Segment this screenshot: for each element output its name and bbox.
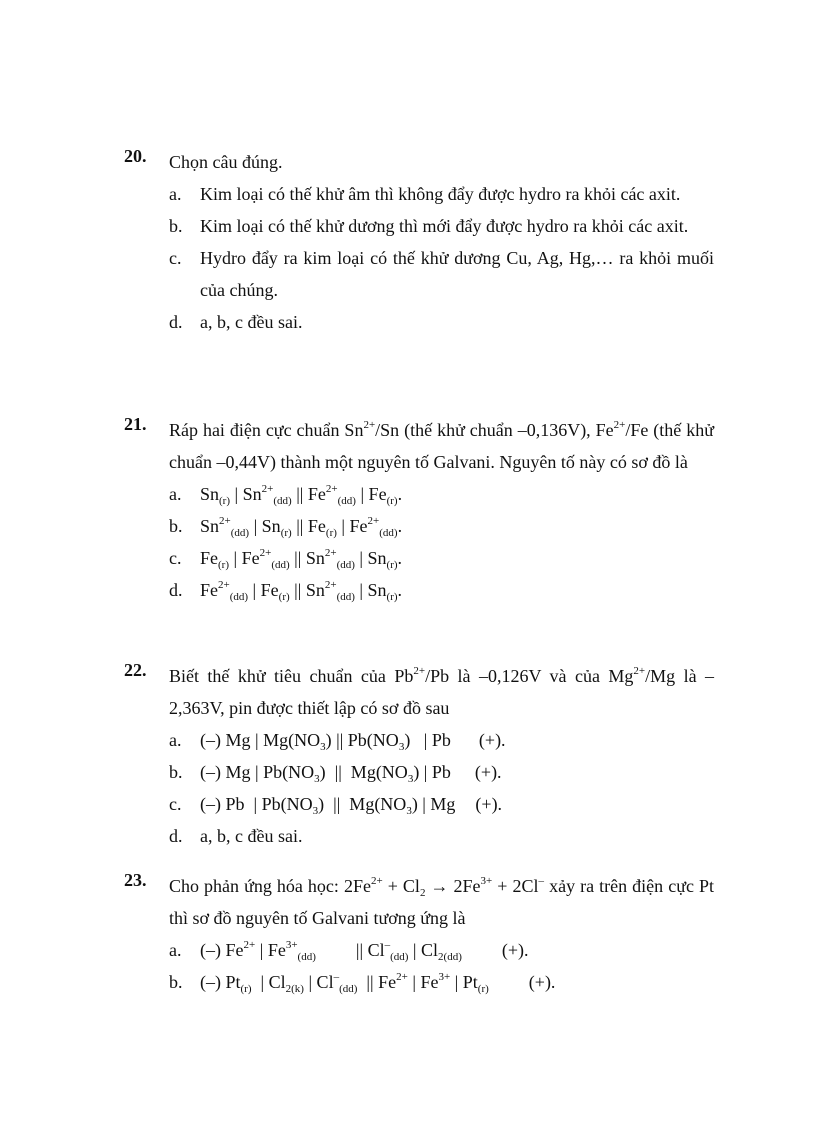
option-letter: b. — [169, 972, 183, 992]
option-c[interactable] — [169, 542, 714, 574]
option-text: Hydro đẩy ra kim loại có thế khử dương Cu, Ag, Hg,… ra khỏi muối của chúng. — [200, 248, 714, 300]
option-c[interactable] — [169, 788, 714, 820]
option-letter: c. — [169, 248, 182, 268]
option-letter: b. — [169, 516, 183, 536]
option-a[interactable] — [169, 934, 714, 966]
question-20 — [124, 146, 714, 338]
option-b[interactable] — [169, 756, 714, 788]
option-b[interactable] — [169, 966, 714, 998]
question-stem: Biết thế khử tiêu chuẩn của $Pb^{2+}/Pb$ là –0,126V và của $Mg^{2+}/Mg$ là –2,363V, pin được thiết lập có sơ đồ sau — [169, 665, 714, 718]
question-21 — [124, 414, 714, 606]
option-d[interactable] — [169, 820, 714, 852]
question-stem: Ráp hai điện cực chuẩn $Sn^{2+}/Sn$ (thế khử chuẩn –0,136V), $Fe^{2+}/Fe$ (thế khử chuẩn –0,44V) thành một nguyên tố Galvani. Nguyên tố này có sơ đồ là — [169, 419, 714, 472]
options-list — [169, 934, 714, 998]
option-text: a, b, c đều sai. — [200, 312, 303, 332]
question-stem: Cho phản ứng hóa học: $2Fe^{2+} + Cl_2 \to 2Fe^{3+} + 2Cl^-$ xảy ra trên điện cực Pt thì sơ đồ nguyên tố Galvani tương ứng là — [169, 875, 715, 928]
options-list — [169, 724, 714, 852]
option-text: Kim loại có thế khử âm thì không đẩy được hydro ra khỏi các axit. — [200, 184, 681, 204]
options-list — [169, 178, 714, 338]
option-formula: (–) Mg | $Mg(NO_3)$ || $Pb(NO_3)$ | Pb (+). — [200, 730, 506, 753]
question-22 — [124, 660, 714, 852]
option-d[interactable] — [169, 306, 714, 338]
option-text: a, b, c đều sai. — [200, 826, 303, 846]
option-letter: d. — [169, 826, 183, 846]
option-a[interactable] — [169, 478, 714, 510]
option-formula: $Sn_{(r)}$ | $Sn^{2+}_{(dd)}$ || $Fe^{2+}_{(dd)}$ | $Fe_{(r)}$. — [200, 483, 403, 507]
question-23 — [124, 870, 714, 998]
option-b[interactable] — [169, 510, 714, 542]
option-text: Kim loại có thế khử dương thì mới đẩy được hydro ra khỏi các axit. — [200, 216, 689, 236]
option-formula: $Fe_{(r)}$ | $Fe^{2+}_{(dd)}$ || $Sn^{2+}_{(dd)}$ | $Sn_{(r)}$. — [200, 547, 403, 571]
option-formula: (–) Mg | $Pb(NO_3)$ || $Mg(NO_3)$ | Pb (+). — [200, 762, 502, 785]
option-letter: c. — [169, 548, 182, 568]
option-letter: a. — [169, 730, 182, 750]
option-letter: a. — [169, 184, 182, 204]
option-formula: (–) $Fe^{2+}$ | $Fe^{3+}_{(dd)}$ || $Cl^-_{(dd)}$ | $Cl_{2(dd)}$ (+). — [200, 939, 529, 963]
question-number: 21. — [124, 414, 147, 434]
option-letter: c. — [169, 794, 182, 814]
option-letter: d. — [169, 580, 183, 600]
question-number: 20. — [124, 146, 147, 166]
options-list — [169, 478, 714, 606]
option-letter: a. — [169, 484, 182, 504]
option-letter: d. — [169, 312, 183, 332]
option-formula: $Sn^{2+}_{(dd)}$ | $Sn_{(r)}$ || $Fe_{(r)}$ | $Fe^{2+}_{(dd)}$. — [200, 515, 403, 539]
option-c[interactable] — [169, 242, 714, 306]
question-number: 23. — [124, 870, 147, 890]
option-formula: $Fe^{2+}_{(dd)}$ | $Fe_{(r)}$ || $Sn^{2+}_{(dd)}$ | $Sn_{(r)}$. — [200, 579, 403, 603]
option-formula: (–) Pb | $Pb(NO_3)$ || $Mg(NO_3)$ | Mg (+). — [200, 794, 503, 817]
question-stem: Chọn câu đúng. — [169, 152, 283, 172]
option-letter: b. — [169, 762, 183, 782]
option-formula: (–) $Pt_{(r)}$ | $Cl_{2(k)}$ | $Cl^-_{(dd)}$ || $Fe^{2+}$ | $Fe^{3+}$ | $Pt_{(r)}$ (+). — [200, 971, 556, 995]
option-a[interactable] — [169, 178, 714, 210]
option-letter: b. — [169, 216, 183, 236]
option-d[interactable] — [169, 574, 714, 606]
option-a[interactable] — [169, 724, 714, 756]
question-number: 22. — [124, 660, 147, 680]
option-letter: a. — [169, 940, 182, 960]
option-b[interactable] — [169, 210, 714, 242]
